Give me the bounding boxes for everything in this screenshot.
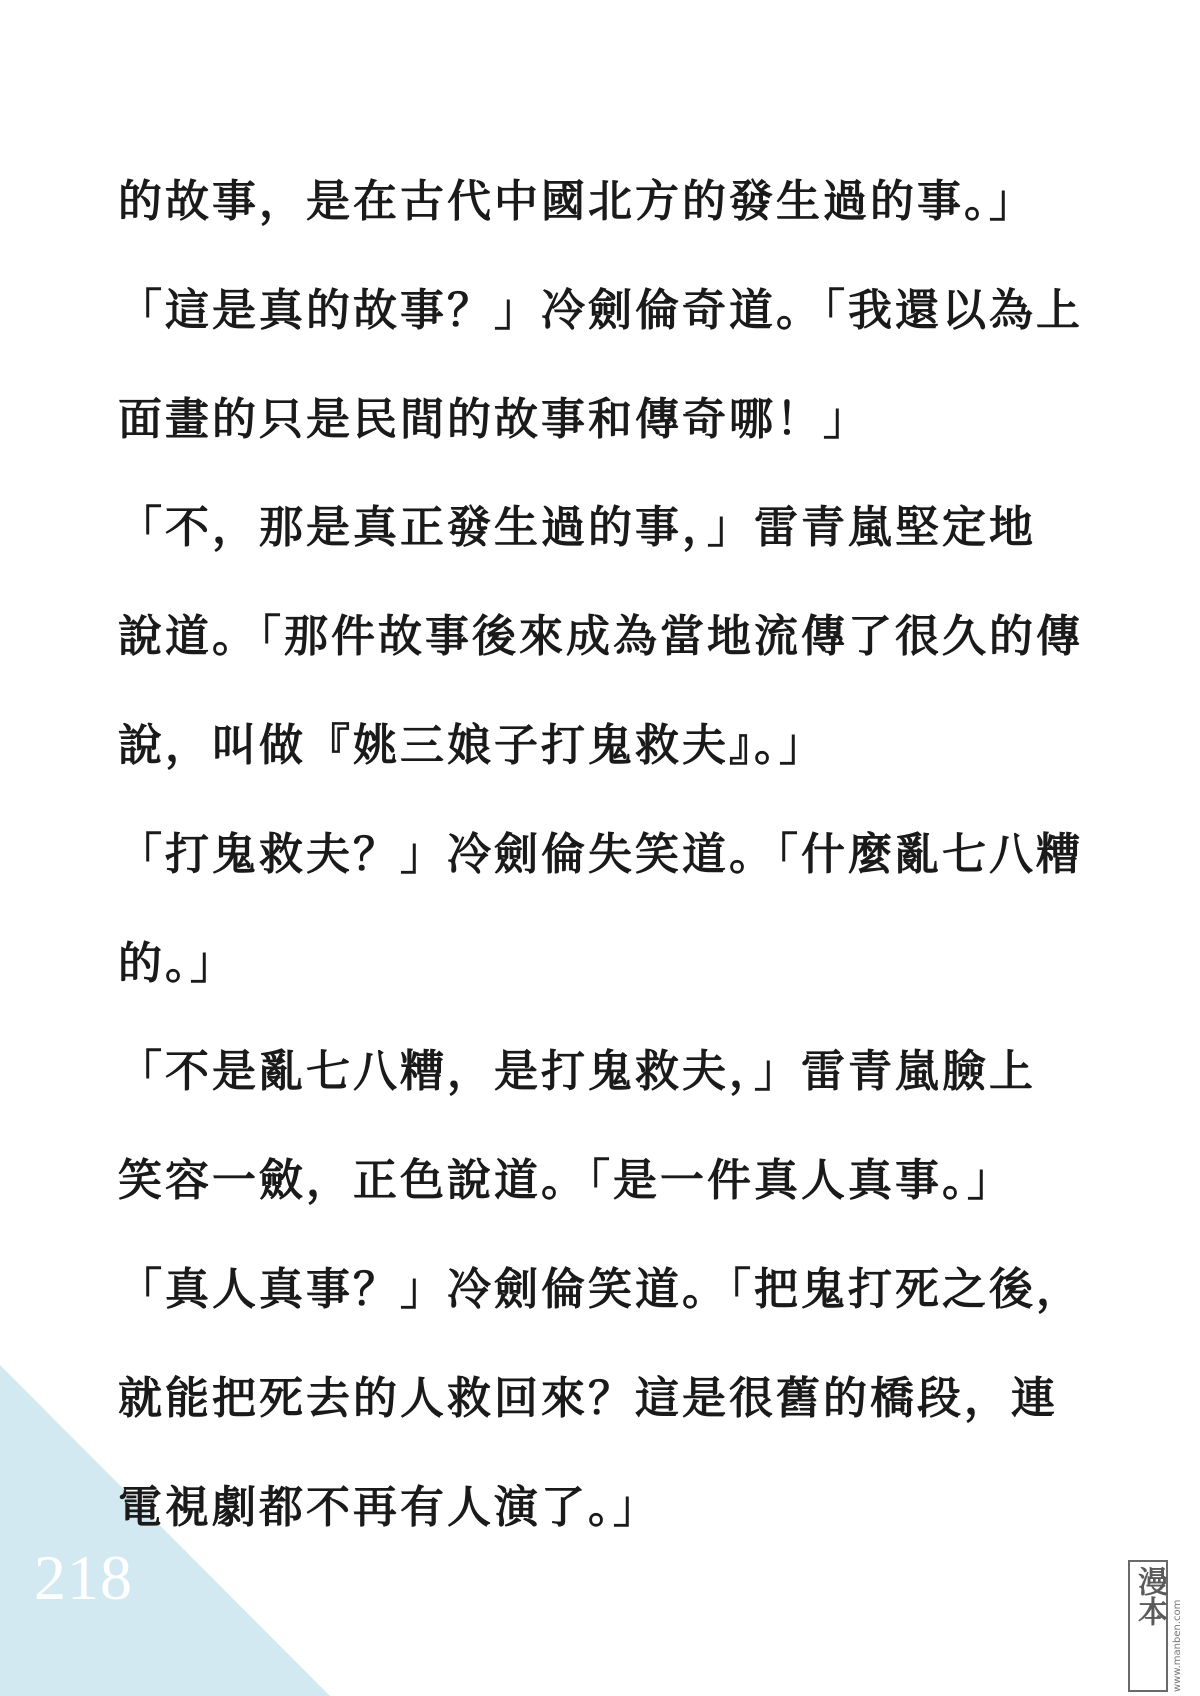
text-line: 的。」 [118, 937, 237, 989]
text-line: 「不是亂七八糟，是打鬼救夫，」雷青嵐臉上 [118, 1046, 1036, 1098]
text-line: 笑容一斂，正色說道。「是一件真人真事。」 [118, 1155, 1014, 1207]
watermark-url: www.manben.com [1172, 1599, 1183, 1692]
text-line: 「真人真事？」冷劍倫笑道。「把鬼打死之後， [118, 1263, 1083, 1315]
watermark-logo [1128, 1560, 1168, 1692]
watermark-logo-text: 漫本 [1132, 1566, 1167, 1626]
text-line: 就能把死去的人救回來？這是很舊的橋段，連 [118, 1372, 1058, 1424]
text-line: 的故事，是在古代中國北方的發生過的事。」 [118, 176, 1036, 227]
text-line: 電視劇都不再有人演了。」 [118, 1481, 660, 1533]
body-text [118, 167, 1103, 1581]
text-line: 「不，那是真正發生過的事，」雷青嵐堅定地 [118, 502, 1036, 554]
text-line: 面畫的只是民間的故事和傳奇哪！」 [118, 393, 870, 445]
watermark [1128, 1560, 1186, 1692]
text-line: 「這是真的故事？」冷劍倫奇道。「我還以為上 [118, 284, 1083, 336]
text-line: 說，叫做『姚三娘子打鬼救夫』。」 [118, 719, 826, 771]
text-line: 「打鬼救夫？」冷劍倫失笑道。「什麼亂七八糟 [118, 828, 1083, 880]
text-line: 說道。「那件故事後來成為當地流傳了很久的傳 [118, 611, 1083, 663]
page-number: 218 [34, 1542, 133, 1613]
